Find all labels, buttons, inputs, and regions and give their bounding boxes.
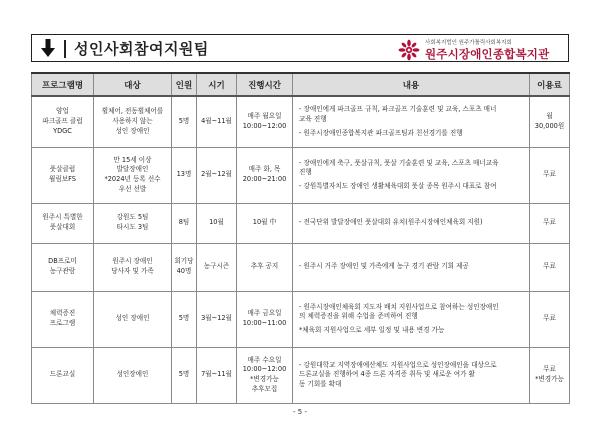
fee-cell: 무료 [530, 243, 570, 291]
target-cell: 휠체어, 전동휠체어를 사용하지 않는 성인 장애인 [94, 96, 172, 147]
header-period: 시기 [197, 73, 237, 96]
time-cell: 10월 中 [237, 203, 293, 243]
time-cell: 매주 수요일 10:00~12:00 *변경가능 추후모집 [237, 347, 293, 403]
content-item: - 원주시장애인체육회 지도자 배치 지원사업으로 참여하는 성인장애인 의 체력증진을 위해 수업을 준비하여 진행 [299, 302, 499, 321]
table-row [32, 147, 570, 203]
program-name-cell: 드론교실 [32, 347, 94, 403]
time-cell: 매주 월요일 10:00~12:00 [237, 96, 293, 147]
header-target: 대상 [94, 73, 172, 96]
page-number: - 5 - [293, 408, 307, 416]
content-item: - 강원대학교 지역장애예산체도 지원사업으로 성인장애인을 대상으로 드론교실을 진행하여 4종 드론 자격증 취득 및 새로운 여가 활 동 기회를 확대 [299, 360, 497, 388]
logo-subtitle: 사회복지법인 원주가톨릭사회복지회 [425, 40, 512, 46]
content-item: - 전국단위 발달장애인 풋살대회 유치(원주시장애인체육회 지원) [299, 218, 483, 227]
program-name-cell: 풋살클럽 윌림보FS [32, 147, 94, 203]
table-row [32, 243, 570, 291]
content-cell [293, 96, 530, 147]
title-separator [64, 40, 66, 58]
target-cell: 성인장애인 [94, 347, 172, 403]
content-item: - 원주시장애인종합복지관 파크골프팀과 친선경기를 진행 [299, 128, 463, 137]
count-cell: 5명 [172, 291, 197, 347]
program-name-cell: DB프로미 농구관람 [32, 243, 94, 291]
table-row [32, 347, 570, 403]
content-cell [293, 347, 530, 403]
period-cell: 농구시즌 [197, 243, 237, 291]
section-title: 성인사회참여지원팀 [74, 40, 209, 58]
header-time: 진행시간 [237, 73, 293, 96]
organization-logo [398, 37, 564, 61]
count-cell: 회기당 40명 [172, 243, 197, 291]
content-cell [293, 291, 530, 347]
content-item: *체육회 지원사업으로 세부 일정 및 내용 변경 가능 [299, 325, 445, 334]
count-cell: 8팀 [172, 203, 197, 243]
period-cell: 4월~11월 [197, 96, 237, 147]
period-cell: 10월 [197, 203, 237, 243]
target-cell: 원주시 장애인 당사자 및 가족 [94, 243, 172, 291]
target-cell: 만 15세 이상 발달장애인 *2024년 등록 선수 우선 선발 [94, 147, 172, 203]
fee-cell: 무료 [530, 291, 570, 347]
header-count: 인원 [172, 73, 197, 96]
time-cell: 추후 공지 [237, 243, 293, 291]
program-table [31, 72, 570, 404]
program-name-cell: 체력증진 프로그램 [32, 291, 94, 347]
period-cell: 2월~12월 [197, 147, 237, 203]
content-cell [293, 147, 530, 203]
logo-name: 원주시장애인종합복지관 [425, 47, 550, 61]
program-name-cell: 양업 파크골프 클럽 YDGC [32, 96, 94, 147]
fee-cell: 무료 [530, 147, 570, 203]
time-cell: 매주 화, 목 20:00~21:00 [237, 147, 293, 203]
period-cell: 7월~11월 [197, 347, 237, 403]
table-row [32, 96, 570, 147]
header-program-name: 프로그램명 [32, 73, 94, 96]
fee-cell: 월 30,000원 [530, 96, 570, 147]
target-cell: 성인 장애인 [94, 291, 172, 347]
table-row [32, 291, 570, 347]
content-item: - 강원특별자치도 장애인 생활체육대회 풋살 종목 원주시 대표로 참여 [299, 181, 497, 190]
section-title-box [31, 34, 569, 62]
logo-mark-icon [398, 39, 420, 61]
content-item: - 원주시 거주 장애인 및 가족에게 농구 경기 관람 기회 제공 [299, 262, 469, 271]
content-item: - 장애인에게 축구, 풋살규칙, 풋살 기술훈련 및 교육, 스포츠 매너교육 진행 [299, 158, 499, 177]
period-cell: 3월~12월 [197, 291, 237, 347]
count-cell: 13명 [172, 147, 197, 203]
arrow-down-icon [40, 38, 56, 58]
content-cell [293, 243, 530, 291]
table-header-row [32, 73, 570, 96]
target-cell: 강원도 5팀 타시도 3팀 [94, 203, 172, 243]
time-cell: 매주 금요일 10:00~11:00 [237, 291, 293, 347]
content-item: - 장애인에게 파크골프 규칙, 파크골프 기술훈련 및 교육, 스포츠 매너 교육 진행 [299, 105, 497, 123]
header-fee: 이용료 [530, 73, 570, 96]
fee-cell: 무료 *변경가능 [530, 347, 570, 403]
content-cell [293, 203, 530, 243]
program-name-cell: 원주시 특별한 풋살대회 [32, 203, 94, 243]
count-cell: 5명 [172, 347, 197, 403]
header-content: 내용 [293, 73, 530, 96]
table-row [32, 203, 570, 243]
count-cell: 5명 [172, 96, 197, 147]
fee-cell: 무료 [530, 203, 570, 243]
